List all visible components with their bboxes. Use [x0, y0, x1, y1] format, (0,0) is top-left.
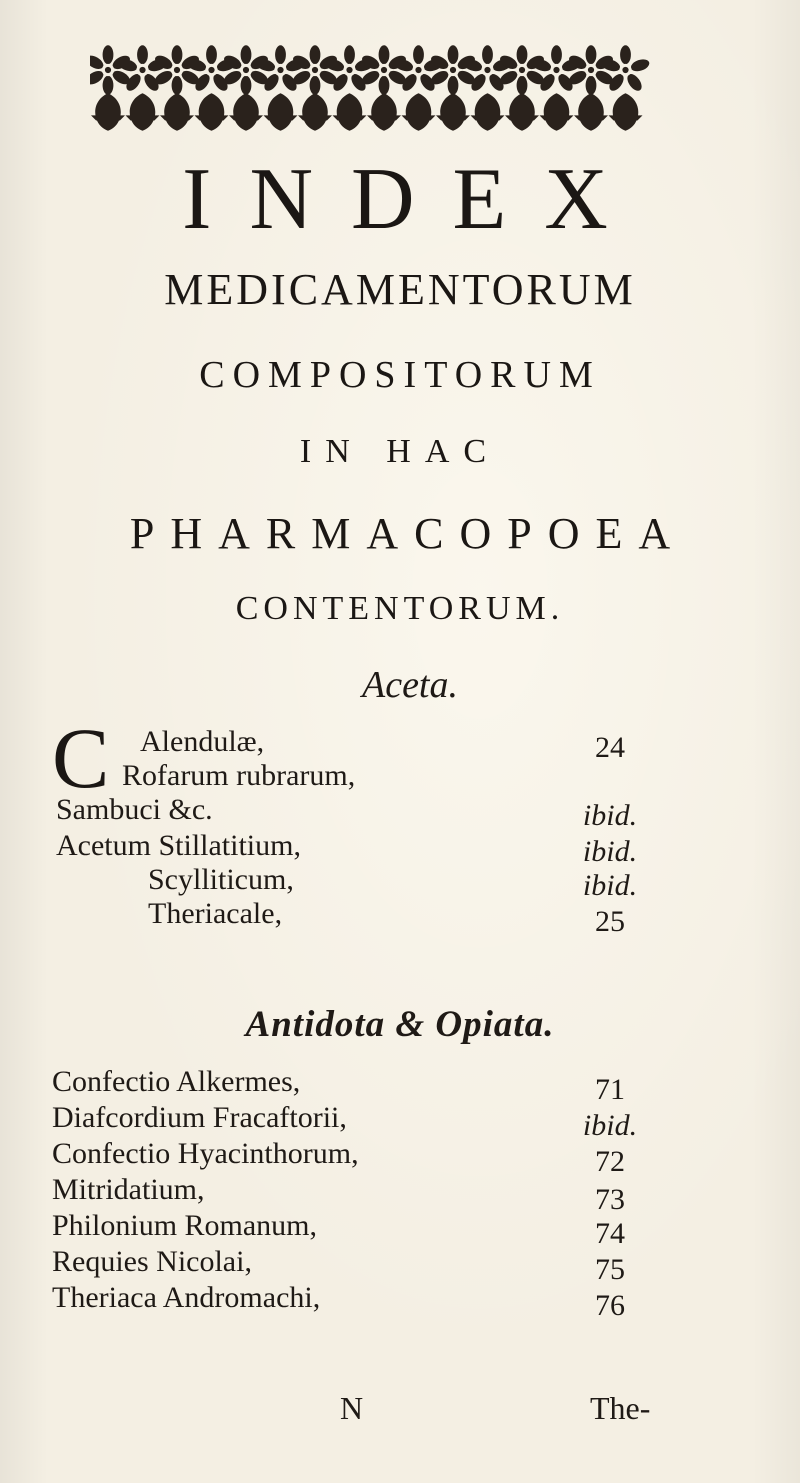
- ornament-flower: [567, 45, 615, 95]
- title-in-hac: IN HAC: [299, 433, 501, 470]
- entry-page-ref: 73: [595, 1183, 625, 1216]
- entry-page-ref: ibid.: [582, 835, 638, 868]
- ornament-leaf: [540, 93, 574, 130]
- entry-name: Theriaca Andromachi,: [52, 1281, 321, 1314]
- entry-name: Diafcordium Fracaftorii,: [52, 1101, 347, 1134]
- ornament-flower: [462, 45, 513, 93]
- entry-name: Confectio Hyacinthorum,: [52, 1137, 359, 1170]
- entry-name: Theriacale,: [148, 897, 283, 930]
- ornament-flower: [393, 45, 444, 93]
- ornament-flower: [498, 45, 546, 95]
- ornament-leaf: [126, 93, 160, 130]
- entry-name: Mitridatium,: [52, 1173, 205, 1206]
- entry-page-ref: 72: [595, 1145, 625, 1178]
- title-compositorum: COMPOSITORUM: [199, 354, 601, 396]
- ornament-leaf: [229, 93, 263, 130]
- entry-page-ref: 76: [595, 1289, 625, 1322]
- entry-page-ref: ibid.: [582, 869, 638, 902]
- title-index: INDEX: [182, 151, 646, 248]
- ornament-leaf: [160, 93, 194, 130]
- entry-name: Philonium Romanum,: [52, 1209, 318, 1242]
- section-heading-antidota: Antidota & Opiata.: [245, 1004, 555, 1045]
- ornament-leaf: [609, 93, 643, 130]
- catchword: The-: [590, 1390, 651, 1426]
- ornament-leaf: [436, 93, 470, 130]
- ornament-flower: [255, 45, 306, 93]
- entry-page-ref: ibid.: [582, 799, 638, 832]
- section-heading-aceta: Aceta.: [361, 664, 458, 706]
- title-medicamentorum: MEDICAMENTORUM: [164, 265, 636, 314]
- entry-name: Alendulæ,: [140, 725, 265, 758]
- ornament-flower: [291, 45, 339, 95]
- ornament-flower: [117, 45, 168, 93]
- entry-name: Acetum Stillatitium,: [56, 829, 301, 862]
- ornament-leaf: [402, 93, 436, 130]
- ornament-leaf: [333, 93, 367, 130]
- ornament-flower: [186, 45, 237, 93]
- ornament-leaf: [264, 93, 298, 130]
- ornament-leaf: [574, 93, 608, 130]
- ornament-leaf: [367, 93, 401, 130]
- title-contentorum: CONTENTORUM.: [235, 590, 565, 627]
- ornament-flower: [360, 45, 408, 95]
- entry-page-ref: 71: [595, 1073, 625, 1106]
- entry-page-ref: 25: [595, 905, 625, 938]
- entry-name: Scylliticum,: [148, 863, 294, 896]
- ornament-leaf: [471, 93, 505, 130]
- entry-page-ref: 74: [595, 1217, 625, 1250]
- printer-ornament-band: [90, 44, 650, 136]
- ornament-flower: [324, 45, 375, 93]
- signature-mark: N: [340, 1390, 364, 1426]
- entry-name: Confectio Alkermes,: [52, 1065, 301, 1098]
- entry-name: Sambuci &c.: [56, 793, 213, 826]
- ornament-flower: [429, 45, 477, 95]
- ornament-leaf: [91, 93, 125, 130]
- entry-name: Requies Nicolai,: [52, 1245, 252, 1278]
- entry-page-ref: 75: [595, 1253, 625, 1286]
- ornament-leaf: [505, 93, 539, 130]
- ornament-leaf: [195, 93, 229, 130]
- entry-page-ref: 24: [595, 731, 625, 764]
- ornament-flower: [153, 45, 201, 95]
- ornament-leaf: [298, 93, 332, 130]
- title-pharmacopoea: PHARMACOPOEA: [129, 509, 687, 558]
- entry-page-ref: ibid.: [582, 1109, 638, 1142]
- ornament-flower: [600, 45, 650, 93]
- ornament-flower: [531, 45, 582, 93]
- drop-cap: C: [52, 710, 110, 806]
- ornament-flower: [222, 45, 270, 95]
- entry-name: Rofarum rubrarum,: [122, 759, 356, 792]
